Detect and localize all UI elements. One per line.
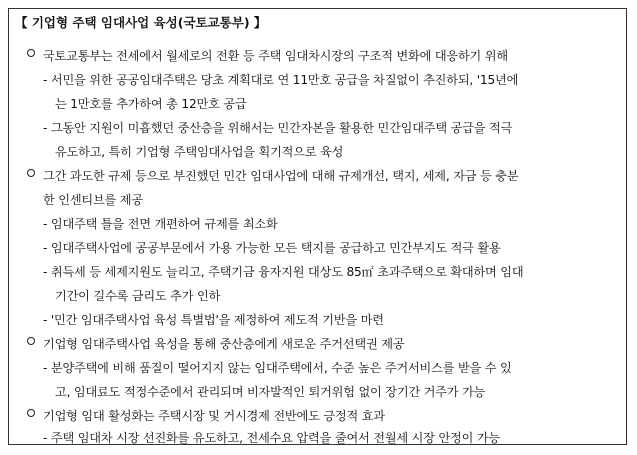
circle-bullet-icon: [27, 169, 35, 177]
sub-item: - 주택 임대차 시장 선진화를 유도하고, 전세수요 압력을 줄여서 전월세 시장 안정이 가능: [43, 431, 501, 445]
bullet-text: 국토교통부는 전세에서 월세로의 전환 등 주택 임대차시장의 구조적 변화에 대응하기 위해: [43, 49, 508, 63]
circle-bullet-icon: [27, 409, 35, 417]
sub-item-continued: 기간이 길수록 금리도 추가 인하: [55, 289, 221, 303]
sub-item-continued: 고, 임대료도 적정수준에서 관리되며 비자발적인 퇴거위험 없이 장기간 거주가 가능: [55, 385, 486, 399]
bullet-text-continued: 한 인센티브를 제공: [43, 193, 143, 207]
bullet-text: 그간 과도한 규제 등으로 부진했던 민간 임대사업에 대해 규제개선, 택지, 세제, 자금 등 충분: [43, 169, 519, 183]
sub-item: - 임대주택 틀을 전면 개편하여 규제를 최소화: [43, 217, 278, 231]
bullet-text: 기업형 임대주택사업 육성을 통해 중산층에게 새로운 주거선택권 제공: [43, 337, 405, 351]
sub-item: - '민간 임대주택사업 육성 특별법'을 제정하여 제도적 기반을 마련: [43, 313, 384, 327]
sub-item: - 취득세 등 세제지원도 늘리고, 주택기금 융자지원 대상도 85㎡ 초과주택으로 확대하며 임대: [43, 265, 524, 279]
sub-item: - 그동안 지원이 미흡했던 중산층을 위해서는 민간자본을 활용한 민간임대주택 공급을 적극: [43, 121, 513, 135]
sub-item: - 분양주택에 비해 품질이 떨어지지 않는 임대주택에서, 수준 높은 주거서비스를 받을 수 있: [43, 361, 512, 375]
sub-item-continued: 유도하고, 특히 기업형 주택임대사업을 획기적으로 육성: [55, 145, 344, 159]
bullet-text: 기업형 임대 활성화는 주택시장 및 거시경제 전반에도 긍정적 효과: [43, 409, 385, 423]
sub-item: - 임대주택사업에 공공부문에서 가용 가능한 모든 택지를 공급하고 민간부지도 적극 활용: [43, 241, 501, 255]
sub-item: - 서민을 위한 공공임대주택은 당초 계획대로 연 11만호 공급을 차질없이 추진하되, '15년에: [43, 73, 519, 87]
circle-bullet-icon: [27, 337, 35, 345]
document-title: 【 기업형 주택 임대사업 육성(국토교통부) 】: [15, 15, 267, 30]
circle-bullet-icon: [27, 49, 35, 57]
sub-item-continued: 는 1만호를 추가하여 총 12만호 공급: [55, 97, 247, 111]
document-box: [8, 8, 627, 445]
